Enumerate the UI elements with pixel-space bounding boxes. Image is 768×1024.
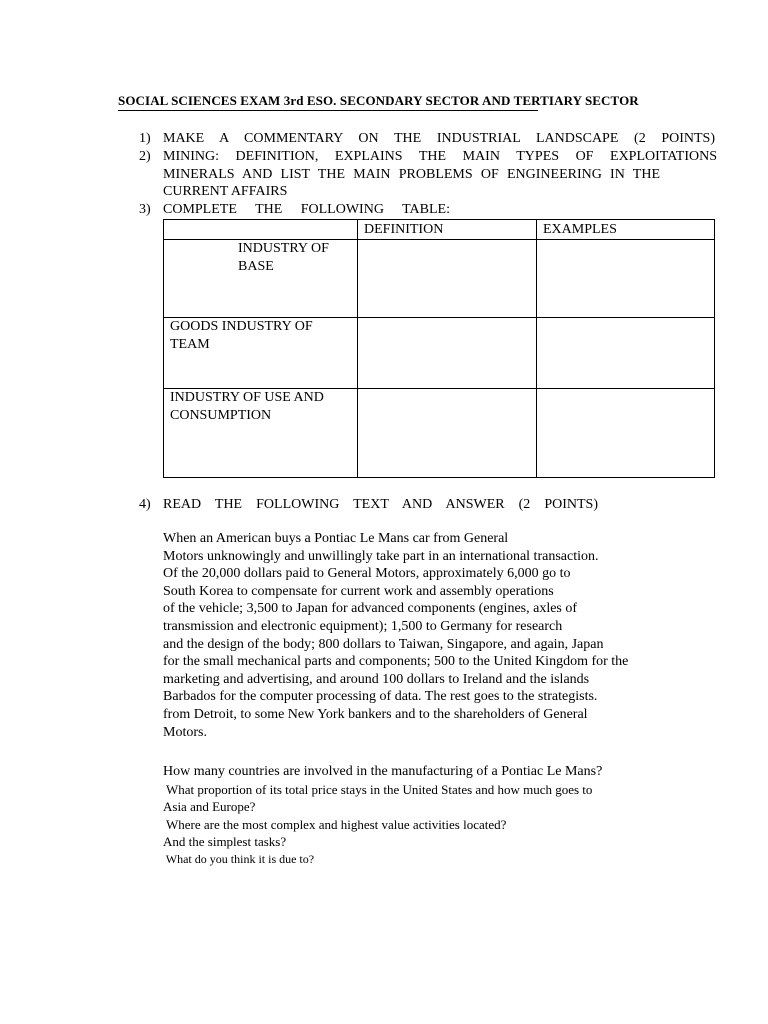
passage-line: from Detroit, to some New York bankers and to the shareholders of General xyxy=(163,706,588,722)
passage-line: Motors. xyxy=(163,724,207,740)
question-text: MAKE A COMMENTARY ON THE INDUSTRIAL LANDSCAPE (2 POINTS) xyxy=(163,131,715,146)
table-header-row xyxy=(164,220,715,240)
question-number: 1) xyxy=(139,131,151,146)
table-header-cell: DEFINITION xyxy=(358,220,537,240)
definition-cell[interactable] xyxy=(358,389,537,478)
passage-line: Motors unknowingly and unwillingly take part in an international transaction. xyxy=(163,548,599,564)
definition-cell[interactable] xyxy=(358,318,537,389)
industry-table xyxy=(163,219,715,478)
question-2 xyxy=(139,148,717,201)
followup-question: And the simplest tasks? xyxy=(163,834,287,850)
question-number: 2) xyxy=(139,149,151,164)
passage-line: of the vehicle; 3,500 to Japan for advanced components (engines, axles of xyxy=(163,601,578,617)
question-4 xyxy=(139,496,598,514)
passage-line: for the small mechanical parts and components; 500 to the United Kingdom for the xyxy=(163,654,629,670)
question-text: COMPLETE THE FOLLOWING TABLE: xyxy=(163,202,450,217)
definition-cell[interactable] xyxy=(358,240,537,318)
examples-cell[interactable] xyxy=(537,240,715,318)
question-text-line: CURRENT AFFAIRS xyxy=(163,184,288,199)
question-text-line: MINING: DEFINITION, EXPLAINS THE MAIN TYPES OF EXPLOITATIONS xyxy=(163,149,717,164)
followup-question: Asia and Europe? xyxy=(163,799,256,815)
table-row xyxy=(164,240,715,318)
question-1 xyxy=(139,130,715,148)
passage-line: When an American buys a Pontiac Le Mans car from General xyxy=(163,531,509,546)
followup-question: What do you think it is due to? xyxy=(163,851,315,866)
table-row-label: INDUSTRY OF USE AND CONSUMPTION xyxy=(164,389,358,478)
table-header-cell xyxy=(164,220,358,240)
reading-passage xyxy=(163,530,628,741)
followup-question: How many countries are involved in the manufacturing of a Pontiac Le Mans? xyxy=(163,764,603,779)
table-row-label: INDUSTRY OF BASE xyxy=(164,240,358,318)
exam-title: SOCIAL SCIENCES EXAM 3rd ESO. SECONDARY SECTOR AND TERTIARY SECTOR xyxy=(118,93,639,108)
table-row xyxy=(164,389,715,478)
passage-line: Of the 20,000 dollars paid to General Motors, approximately 6,000 go to xyxy=(163,566,571,582)
table-row xyxy=(164,318,715,389)
title-underline xyxy=(118,110,538,111)
question-number: 3) xyxy=(139,202,151,217)
followup-question: Where are the most complex and highest value activities located? xyxy=(163,816,507,832)
question-text: READ THE FOLLOWING TEXT AND ANSWER (2 POINTS) xyxy=(163,497,598,512)
passage-line: Barbados for the computer processing of data. The rest goes to the strategists. xyxy=(163,689,598,705)
question-text-line: MINERALS AND LIST THE MAIN PROBLEMS OF ENGINEERING IN THE xyxy=(163,166,660,182)
question-number: 4) xyxy=(139,497,151,512)
passage-line: transmission and electronic equipment); 1,500 to Germany for research xyxy=(163,618,563,634)
followup-questions xyxy=(163,763,602,869)
followup-question: What proportion of its total price stays in the United States and how much goes to xyxy=(163,781,593,797)
examples-cell[interactable] xyxy=(537,318,715,389)
table-header-cell: EXAMPLES xyxy=(537,220,715,240)
passage-line: and the design of the body; 800 dollars to Taiwan, Singapore, and again, Japan xyxy=(163,636,604,652)
question-3 xyxy=(139,201,450,219)
passage-line: South Korea to compensate for current work and assembly operations xyxy=(163,583,554,599)
table-row-label: GOODS INDUSTRY OF TEAM xyxy=(164,318,358,389)
passage-line: marketing and advertising, and around 100 dollars to Ireland and the islands xyxy=(163,671,590,687)
examples-cell[interactable] xyxy=(537,389,715,478)
